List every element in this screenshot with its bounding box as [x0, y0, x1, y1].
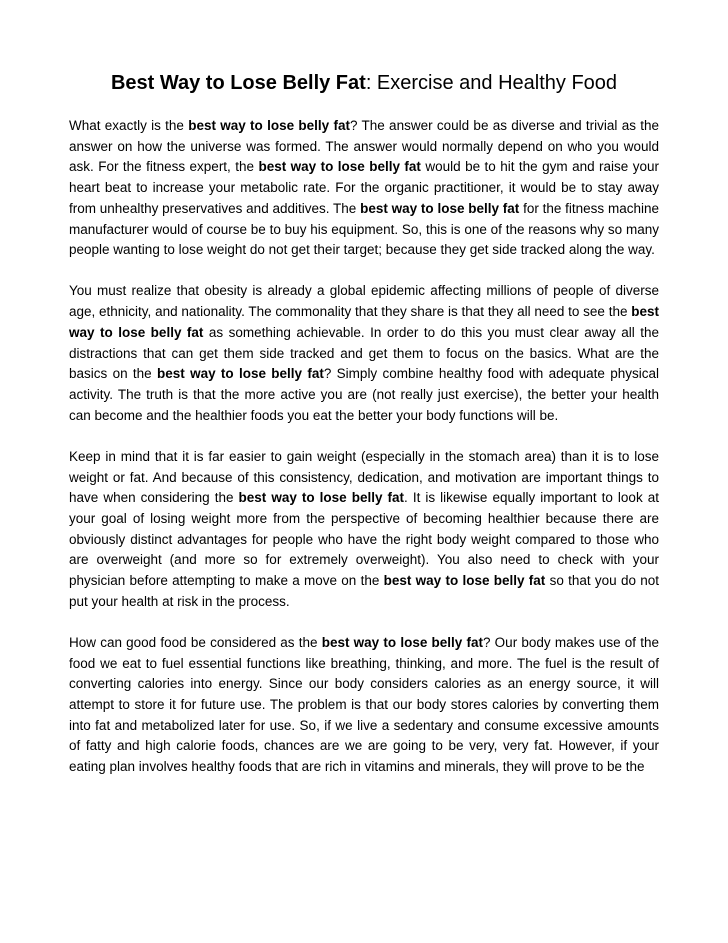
paragraph-3 [69, 447, 659, 613]
paragraph-text: ? Our body makes use of the food we eat to fuel essential functions like breathing, thinking, and more. The fuel is the result of converting calories into energy. Since our body considers calories as an energy source, it will attempt to store it for future use. The problem is that our body stores calories by converting them into fat and metabolized later for use. So, if we live a sedentary and consume excessive amounts of fatty and high calorie foods, chances are we are going to be very, very fat. However, if your eating plan involves healthy foods that are rich in vitamins and minerals, they will prove to be the [69, 634, 659, 775]
paragraph-1 [69, 116, 659, 261]
paragraph-text: How can good food be considered as the [69, 634, 322, 650]
paragraph-2 [69, 281, 659, 426]
keyword-highlight: best way to lose belly fat [383, 573, 546, 589]
keyword-highlight: best way to lose belly fat [238, 490, 405, 506]
title-subtitle: : Exercise and Healthy Food [365, 72, 618, 94]
document-title [69, 70, 659, 96]
title-keyword: Best Way to Lose Belly Fat [110, 72, 366, 94]
keyword-highlight: best way to lose belly fat [69, 304, 659, 340]
paragraph-text: What exactly is the [69, 118, 189, 133]
paragraph-text: . It is likewise equally important to look at your goal of losing weight more from the perspective of becoming healthier because there are obviously distinct advantages for people who have the right body weight compared to those who are overweight (and more so for extremely overweight). You also need to check with your physician before attempting to make a move on the [69, 490, 659, 589]
paragraph-text: ? Simply combine healthy food with adequate physical activity. The truth is that the more active you are (not really just exercise), the better your health can become and the healthier foods you eat the better your body functions will be. [69, 366, 659, 423]
paragraph-text: so that you do not put your health at risk in the process. [69, 573, 660, 609]
paragraph-text: as something achievable. In order to do this you must clear away all the distractions that can get them side tracked and get them to focus on the basics. What are the basics on the [69, 324, 659, 382]
paragraph-text: You must realize that obesity is already a global epidemic affecting millions of people of diverse age, ethnicity, and nationality. The commonality that they share is that they all need to see the [69, 283, 659, 320]
keyword-highlight: best way to lose belly fat [188, 118, 350, 133]
paragraph-text: Keep in mind that it is far easier to gain weight (especially in the stomach area) than it is to lose weight or fat. And because of this consistency, dedication, and motivation are important things to have when considering the [69, 448, 659, 506]
paragraph-text: would be to hit the gym and raise your heart beat to increase your metabolic rate. For the organic practitioner, it would be to stay away from unhealthy preservatives and additives. The [69, 159, 659, 216]
paragraph-text: for the fitness machine manufacturer would of course be to buy his equipment. So, this is one of the reasons why so many people wanting to lose weight do not get their target; because they get side tracked along the way. [69, 200, 659, 258]
keyword-highlight: best way to lose belly fat [360, 200, 520, 216]
paragraph-4 [69, 633, 659, 778]
keyword-highlight: best way to lose belly fat [258, 159, 421, 175]
keyword-highlight: best way to lose belly fat [321, 634, 483, 650]
document-page [69, 70, 659, 798]
paragraph-text: ? The answer could be as diverse and trivial as the answer on how the universe was formed. The answer would normally depend on who you would ask. For the fitness expert, the [69, 118, 660, 175]
keyword-highlight: best way to lose belly fat [157, 366, 324, 382]
